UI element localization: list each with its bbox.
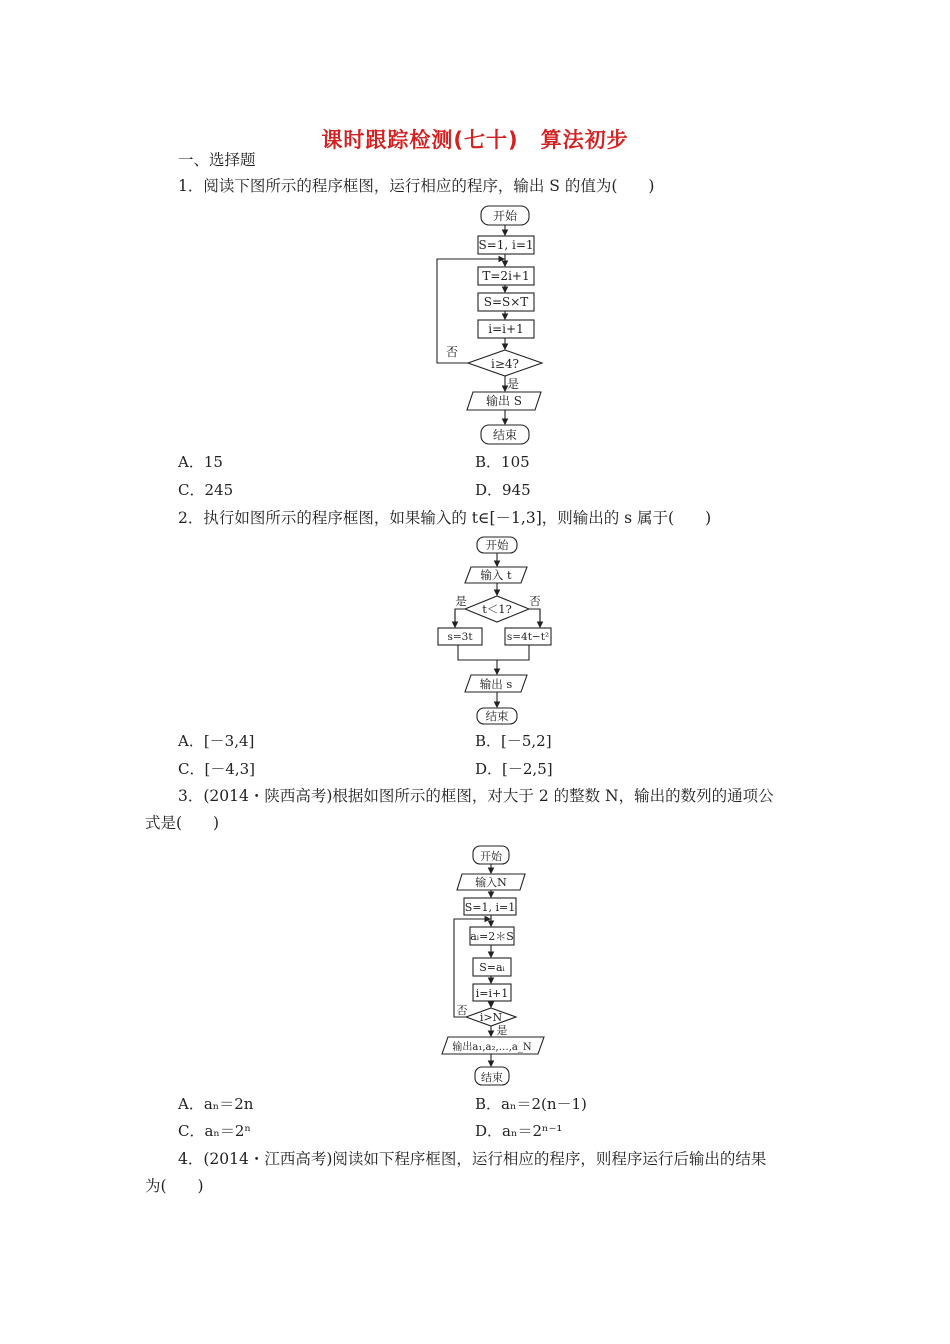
q3-option-b: B．aₙ＝2(n－1) (475, 1095, 587, 1113)
q3-init-label: S=1, i=1 (464, 901, 516, 914)
q1-step1-label: T=2i+1 (482, 269, 530, 283)
q1-step2-label: S=S×T (483, 295, 529, 309)
q3-flowchart (440, 843, 560, 1088)
q1-flowchart (420, 203, 570, 448)
q2-option-d: D．[－2,5] (475, 760, 553, 778)
q1-option-b: B．105 (475, 453, 530, 471)
q3-cond-label: i>N (479, 1011, 503, 1024)
q1-end-label: 结束 (492, 428, 518, 442)
q3-no-label: 否 (456, 1004, 468, 1017)
q3-output-label: 输出a₁,a₂,…,a_N (452, 1042, 532, 1053)
q3-input-label: 输入N (475, 876, 507, 889)
q2-cond-label: t＜1? (482, 602, 512, 616)
q1-option-a: A．15 (178, 453, 223, 471)
q3-option-a: A．aₙ＝2n (178, 1095, 254, 1113)
q2-left-label: s=3t (447, 631, 473, 643)
q2-flowchart (425, 533, 575, 728)
q4-stem-line2: 为( ) (145, 1177, 204, 1195)
q3-step3-label: i=i+1 (475, 987, 509, 1000)
q1-cond-label: i≥4? (491, 357, 519, 371)
q2-option-c: C．[－4,3] (178, 760, 256, 778)
q1-option-d: D．945 (475, 481, 531, 499)
q3-step1-label: aᵢ=2＊S (470, 930, 514, 943)
q2-yes-label: 是 (455, 594, 467, 608)
q1-start-label: 开始 (492, 209, 518, 223)
q3-option-c: C．aₙ＝2ⁿ (178, 1122, 251, 1140)
q2-end-label: 结束 (485, 709, 509, 723)
q1-init-label: S=1, i=1 (478, 238, 534, 252)
q1-stem: 1．阅读下图所示的程序框图，运行相应的程序，输出 S 的值为( ) (178, 177, 655, 195)
q3-option-d: D．aₙ＝2ⁿ⁻¹ (475, 1122, 563, 1140)
q3-stem-line1: 3．(2014・陕西高考)根据如图所示的框图，对大于 2 的整数 N，输出的数列的通项公 (178, 787, 774, 805)
q1-yes-label: 是 (506, 377, 520, 391)
q3-stem-line2: 式是( ) (145, 814, 220, 832)
q1-no-label: 否 (445, 345, 459, 359)
q4-stem-line1: 4．(2014・江西高考)阅读如下程序框图，运行相应的程序，则程序运行后输出的结果 (178, 1150, 767, 1168)
q2-start-label: 开始 (485, 538, 509, 552)
q2-stem: 2．执行如图所示的程序框图，如果输入的 t∈[－1,3]，则输出的 s 属于( ) (178, 509, 712, 527)
q3-end-label: 结束 (481, 1071, 503, 1084)
q3-yes-label: 是 (496, 1024, 508, 1037)
q1-output-label: 输出 S (485, 394, 523, 408)
q1-step3-label: i=i+1 (488, 322, 524, 336)
q2-input-label: 输入 t (480, 568, 512, 582)
q3-start-label: 开始 (480, 850, 502, 863)
q1-option-c: C．245 (178, 481, 234, 499)
q3-step2-label: S=aᵢ (479, 961, 505, 974)
q2-output-label: 输出 s (479, 677, 513, 691)
q2-option-a: A．[－3,4] (178, 732, 255, 750)
page-title: 课时跟踪检测(七十) 算法初步 (321, 128, 629, 152)
q2-option-b: B．[－5,2] (475, 732, 552, 750)
q2-right-label: s=4t−t² (506, 631, 550, 643)
section-heading: 一、选择题 (178, 151, 256, 169)
q2-no-label: 否 (529, 594, 541, 608)
